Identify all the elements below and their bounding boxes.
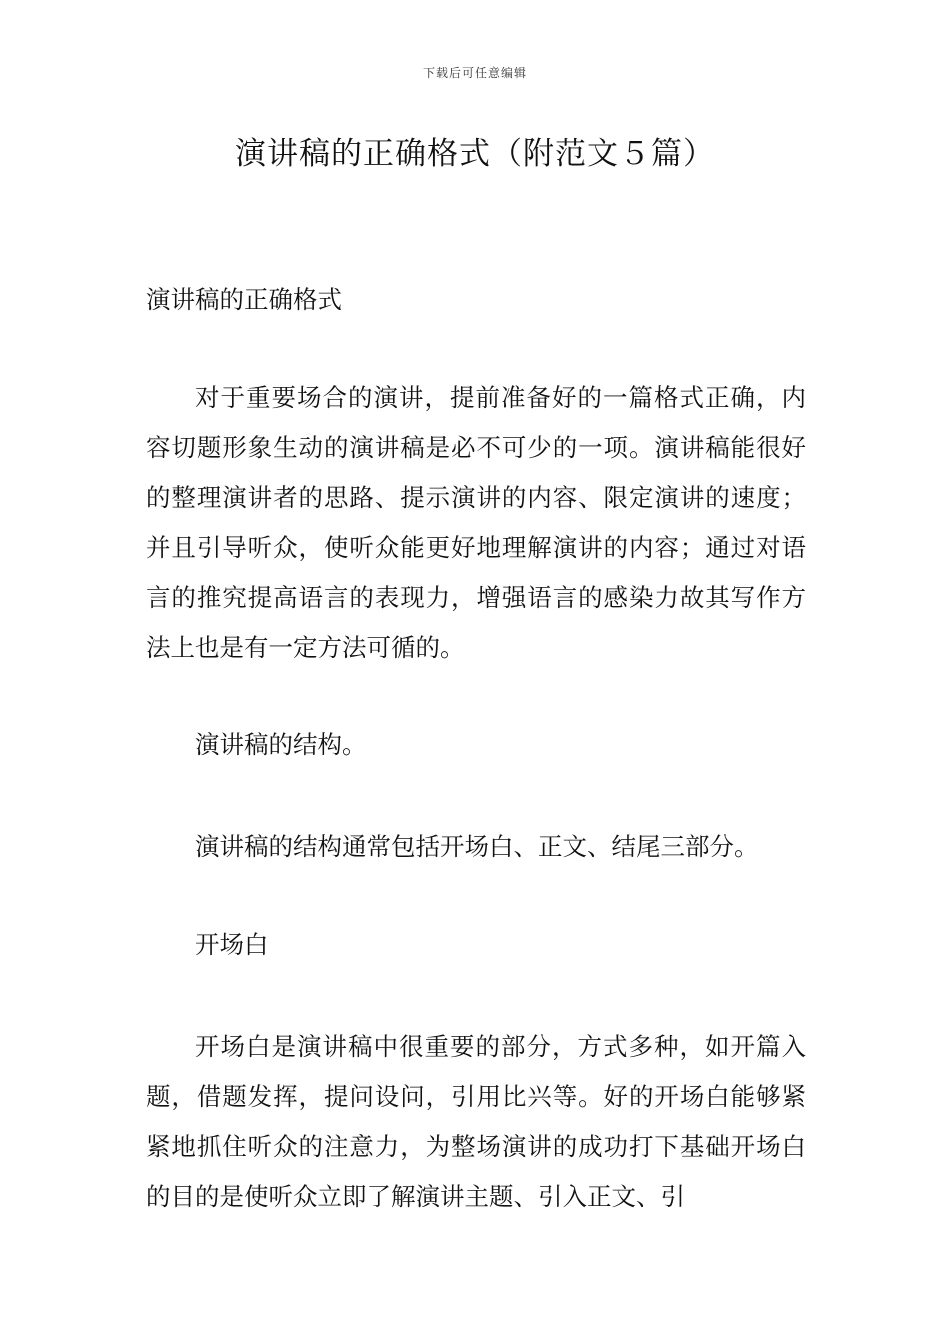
document-title: 演讲稿的正确格式（附范文５篇） — [235, 136, 715, 172]
section-heading: 演讲稿的正确格式 — [146, 285, 342, 314]
structure-paragraph: 演讲稿的结构通常包括开场白、正文、结尾三部分。 — [195, 832, 759, 861]
opening-paragraph: 开场白是演讲稿中很重要的部分，方式多种，如开篇入题，借题发挥，提问设问，引用比兴等。好的开场白能够紧紧地抓住听众的注意力，为整场演讲的成功打下基础开场白的目的是使听众立即了解演讲主题、引入正文、引 — [146, 1032, 806, 1211]
structure-heading: 演讲稿的结构。 — [195, 730, 367, 759]
intro-paragraph: 对于重要场合的演讲，提前准备好的一篇格式正确，内容切题形象生动的演讲稿是必不可少的一项。演讲稿能很好的整理演讲者的思路、提示演讲的内容、限定演讲的速度；并且引导听众，使听众能更好地理解演讲的内容；通过对语言的推究提高语言的表现力，增强语言的感染力故其写作方法上也是有一定方法可循的。 — [146, 383, 806, 662]
page-header-note: 下载后可任意编辑 — [422, 66, 527, 80]
opening-heading: 开场白 — [195, 930, 269, 959]
